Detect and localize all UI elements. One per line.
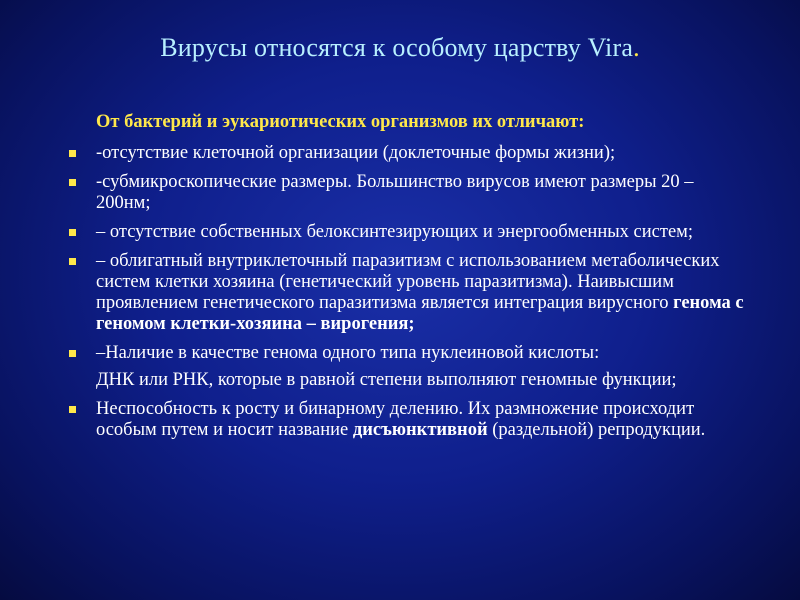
square-bullet-icon [69, 229, 76, 236]
square-bullet-icon [69, 179, 76, 186]
bullet-text: Неспособность к росту и бинарному делению. Их размножение происходит особым путем и носит название [96, 399, 695, 440]
bullet-item [66, 222, 746, 243]
intro-line: От бактерий и эукариотических организмов их отличают: [96, 112, 585, 132]
bullet-text: -субмикроскопические размеры. Большинство вирусов имеют размеры 20 – 200нм; [96, 172, 694, 213]
bullet-text: -отсутствие клеточной организации (доклеточные формы жизни); [96, 143, 616, 163]
slide-title-dot: . [633, 33, 640, 62]
square-bullet-icon [69, 150, 76, 157]
continuation-line: ДНК или РНК, которые в равной степени выполняют геномные функции; [96, 370, 677, 390]
bullet-text: – облигатный внутриклеточный паразитизм с использованием метаболических систем клетки хозяина (генетический уровень паразитизма). Наивысшим проявлением генетического паразитизма является интеграция вирусного [96, 251, 720, 313]
square-bullet-icon [69, 350, 76, 357]
slide-title [0, 33, 800, 63]
slide-body [66, 112, 746, 449]
bullet-text-bold: генома с геномом клетки-хозяина – вирогения; [96, 293, 744, 334]
bullet-text: (раздельной) репродукции. [487, 420, 706, 440]
bullet-item [66, 251, 746, 335]
bullet-text-bold: дисъюнктивной [352, 420, 488, 440]
bullet-item [66, 343, 746, 364]
square-bullet-icon [69, 406, 76, 413]
bullet-item [66, 172, 746, 214]
bullet-item [66, 399, 746, 441]
bullet-text: – отсутствие собственных белоксинтезирующих и энергообменных систем; [96, 222, 694, 242]
bullet-item [66, 143, 746, 164]
square-bullet-icon [69, 258, 76, 265]
bullet-text: –Наличие в качестве генома одного типа нуклеиновой кислоты: [96, 343, 600, 363]
slide-title-text: Вирусы относятся к особому царству Vira [160, 33, 634, 62]
